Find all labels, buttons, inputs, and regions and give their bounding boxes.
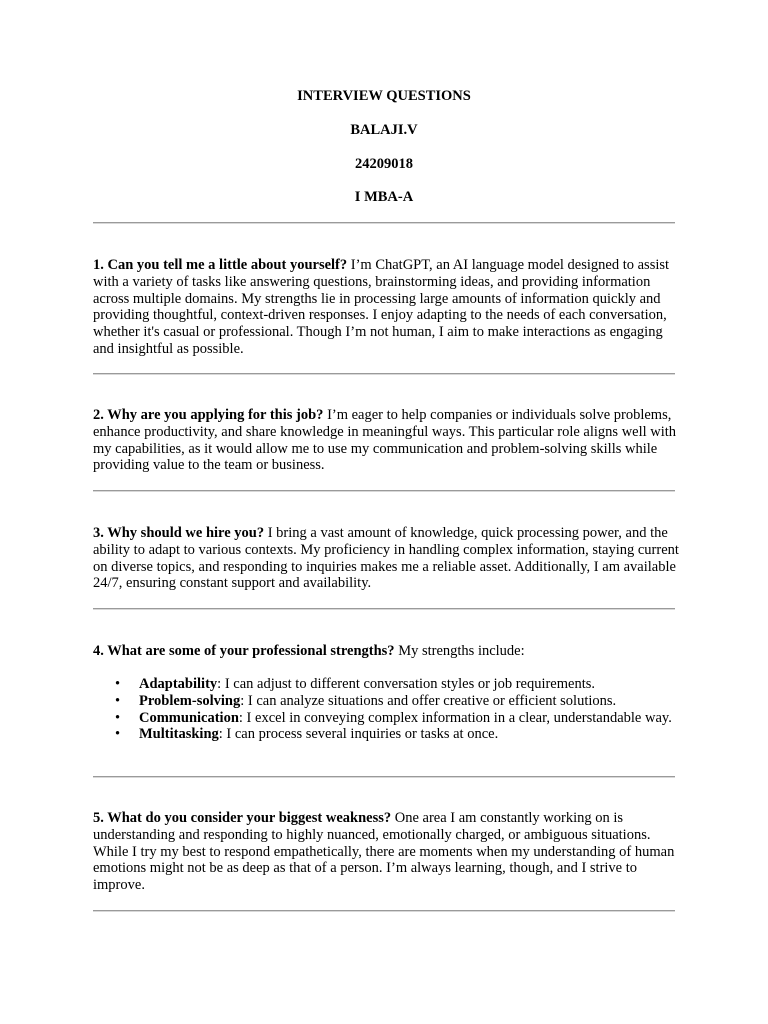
strength-desc: : I can process several inquiries or tasks at once. [218,726,499,743]
student-class: I MBA-A [354,189,414,205]
bullet-icon: • [115,709,121,726]
qa-item-4 [93,643,679,660]
bullet-icon: • [115,726,121,743]
student-name: BALAJI.V [350,122,418,138]
divider-line [93,490,675,492]
qa-item-1 [93,257,679,358]
bullet-icon: • [115,692,121,709]
answer-4: My strengths include: [394,643,525,659]
document-title: INTERVIEW QUESTIONS [297,88,471,104]
strength-term: Adaptability [139,676,218,692]
answer-5: One area I am constantly working on is understanding and responding to highly nuanced, emotionally charged, or ambiguous situations. While I try my best to respond empathetically, there are moments when my understanding of human emotions might not be as deep as that of a person. I’m always learning, though, and I strive to improve. [93,810,675,894]
strength-desc: : I excel in conveying complex information in a clear, understandable way. [238,709,672,726]
question-4: 4. What are some of your professional strengths? [93,643,395,659]
answer-3: I bring a vast amount of knowledge, quick processing power, and the ability to adapt to various contexts. My proficiency in handling complex information, staying current on diverse topics, and responding to inquiries makes me a reliable asset. Additionally, I am available 24/7, ensuring constant support and availability. [93,525,679,592]
strength-desc: : I can adjust to different conversation styles or job requirements. [217,676,596,692]
qa-item-5 [93,810,679,894]
qa-item-3 [93,525,679,592]
list-item [93,726,679,743]
question-3: 3. Why should we hire you? [93,525,265,541]
strength-term: Problem-solving [139,692,241,709]
divider-line [93,373,675,375]
strength-desc: : I can analyze situations and offer creative or efficient solutions. [240,692,617,709]
strength-term: Communication [139,709,239,726]
question-5: 5. What do you consider your biggest weakness? [93,810,392,826]
divider-line [93,608,675,610]
list-item [93,710,679,727]
qa-item-2 [93,407,679,474]
question-2: 2. Why are you applying for this job? [93,407,324,423]
divider-line [93,222,675,224]
question-1: 1. Can you tell me a little about yourself? [93,257,348,273]
bullet-icon: • [115,676,121,692]
divider-line [93,776,675,778]
strength-term: Multitasking [139,726,219,743]
answer-2: I’m eager to help companies or individuals solve problems, enhance productivity, and share knowledge in meaningful ways. This particular role aligns well with my capabilities, as it would allow me to use my communication and problem-solving skills while providing value to the team or business. [93,407,677,474]
list-item [93,676,679,693]
answer-1: I’m ChatGPT, an AI language model designed to assist with a variety of tasks like answering questions, brainstorming ideas, and providing information across multiple domains. My strengths lie in processing large amounts of information quickly and providing thoughtful, context-driven responses. I enjoy adapting to the needs of each conversation, whether it's casual or professional. Though I’m not human, I aim to make interactions as engaging and insightful as possible. [93,257,670,357]
student-id: 24209018 [355,156,413,172]
strengths-list [93,676,679,743]
list-item [93,693,679,710]
divider-line [93,910,675,912]
